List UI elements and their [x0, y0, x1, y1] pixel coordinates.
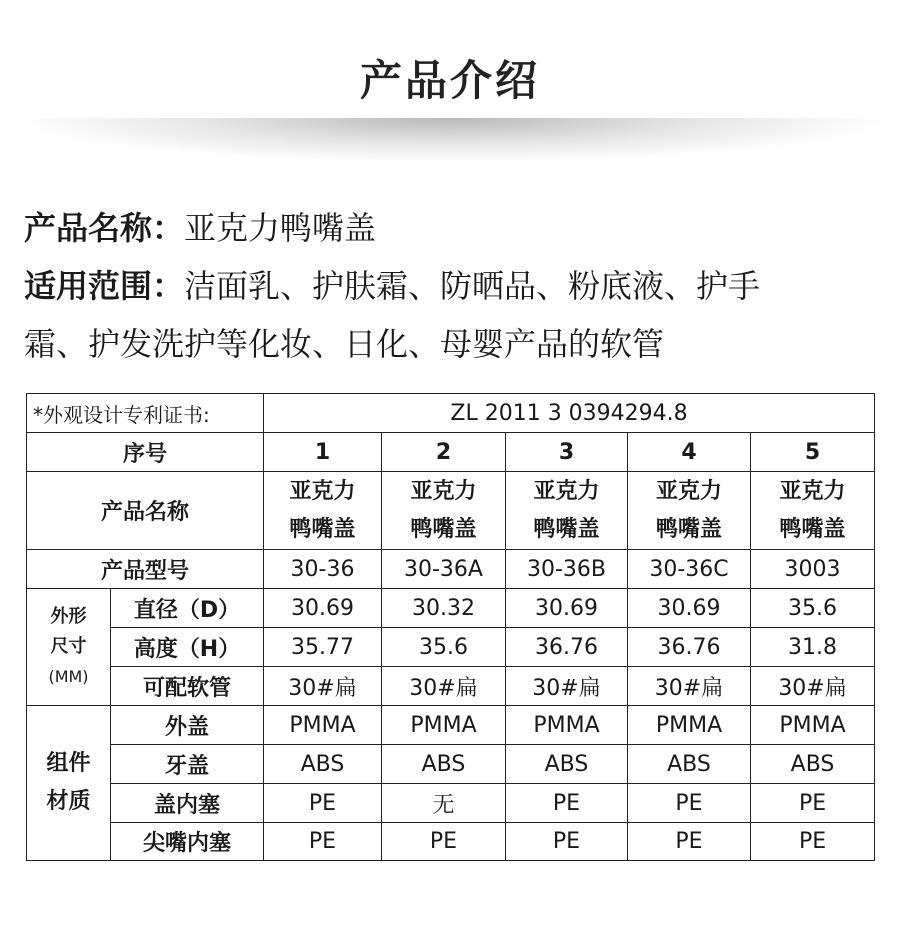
- model-cell: 30-36A: [382, 550, 506, 589]
- inner-plug-cell: PE: [628, 784, 751, 823]
- product-name-part1: 亚克力: [779, 478, 846, 504]
- size-group-text: 尺寸: [50, 636, 87, 657]
- nozzle-plug-cell: PE: [628, 823, 751, 861]
- diameter-label: 直径（D）: [111, 589, 264, 628]
- outer-cap-label: 外盖: [111, 706, 264, 745]
- nozzle-plug-label: 尖嘴内塞: [111, 823, 264, 861]
- diameter-cell: 30.69: [506, 589, 628, 628]
- patent-value: ZL 2011 3 0394294.8: [264, 394, 875, 433]
- serial-cell: 2: [382, 433, 506, 472]
- tube-cell: 30#扁: [382, 667, 506, 706]
- product-name-row: [27, 472, 875, 550]
- thread-cap-cell: ABS: [382, 745, 506, 784]
- product-name-cell: [382, 472, 506, 550]
- material-group-text1: 组件: [46, 751, 91, 776]
- serial-row: [27, 433, 875, 472]
- product-name-cell: [628, 472, 751, 550]
- model-cell: 3003: [751, 550, 875, 589]
- height-cell: 36.76: [506, 628, 628, 667]
- diameter-row: [27, 589, 875, 628]
- height-cell: 35.77: [264, 628, 382, 667]
- inner-plug-cell: 无: [382, 784, 506, 823]
- height-cell: 31.8: [751, 628, 875, 667]
- serial-cell: 3: [506, 433, 628, 472]
- tube-cell: 30#扁: [506, 667, 628, 706]
- outer-cap-cell: PMMA: [506, 706, 628, 745]
- tube-cell: 30#扁: [751, 667, 875, 706]
- inner-plug-cell: PE: [751, 784, 875, 823]
- product-name-label: 产品名称：: [24, 209, 185, 247]
- product-name-cell: [264, 472, 382, 550]
- usage-label: 适用范围：: [24, 267, 185, 305]
- outer-cap-cell: PMMA: [628, 706, 751, 745]
- nozzle-plug-cell: PE: [506, 823, 628, 861]
- unit-text: (MM): [48, 667, 89, 686]
- height-cell: 35.6: [382, 628, 506, 667]
- height-row: [27, 628, 875, 667]
- nozzle-plug-row: [27, 823, 875, 861]
- usage-line: [24, 256, 884, 316]
- title-shadow-divider: [20, 118, 880, 162]
- product-name-part2: 鸭嘴盖: [410, 516, 477, 542]
- product-name-cell: [506, 472, 628, 550]
- serial-cell: 4: [628, 433, 751, 472]
- product-name-part1: 亚克力: [533, 478, 600, 504]
- serial-cell: 1: [264, 433, 382, 472]
- outer-cap-cell: PMMA: [382, 706, 506, 745]
- model-label: 产品型号: [27, 550, 264, 589]
- tube-cell: 30#扁: [628, 667, 751, 706]
- inner-plug-label: 盖内塞: [111, 784, 264, 823]
- product-name-part1: 亚克力: [410, 478, 477, 504]
- page-title: 产品介绍: [359, 56, 540, 105]
- nozzle-plug-cell: PE: [751, 823, 875, 861]
- thread-cap-cell: ABS: [628, 745, 751, 784]
- thread-cap-cell: ABS: [506, 745, 628, 784]
- height-label: 高度（H）: [111, 628, 264, 667]
- diameter-cell: 35.6: [751, 589, 875, 628]
- product-name-part1: 亚克力: [289, 478, 356, 504]
- outer-cap-cell: PMMA: [264, 706, 382, 745]
- serial-label: 序号: [27, 433, 264, 472]
- diameter-cell: 30.69: [628, 589, 751, 628]
- product-name-part2: 鸭嘴盖: [533, 516, 600, 542]
- thread-cap-cell: ABS: [751, 745, 875, 784]
- product-name-line: [24, 198, 884, 258]
- thread-cap-label: 牙盖: [111, 745, 264, 784]
- nozzle-plug-cell: PE: [382, 823, 506, 861]
- diameter-cell: 30.69: [264, 589, 382, 628]
- model-cell: 30-36C: [628, 550, 751, 589]
- material-group-label: [27, 706, 111, 861]
- product-name-header: 产品名称: [27, 472, 264, 550]
- material-group-text2: 材质: [46, 789, 91, 814]
- model-cell: 30-36B: [506, 550, 628, 589]
- model-row: [27, 550, 875, 589]
- usage-value-line1: 洁面乳、护肤霜、防晒品、粉底液、护手: [184, 267, 761, 305]
- inner-plug-row: [27, 784, 875, 823]
- height-cell: 36.76: [628, 628, 751, 667]
- serial-cell: 5: [751, 433, 875, 472]
- inner-plug-cell: PE: [264, 784, 382, 823]
- tube-row: [27, 667, 875, 706]
- product-name-value: 亚克力鸭嘴盖: [184, 209, 377, 247]
- product-name-part1: 亚克力: [655, 478, 722, 504]
- tube-cell: 30#扁: [264, 667, 382, 706]
- product-name-part2: 鸭嘴盖: [289, 516, 356, 542]
- nozzle-plug-cell: PE: [264, 823, 382, 861]
- patent-label: *外观设计专利证书:: [27, 394, 264, 433]
- outer-cap-cell: PMMA: [751, 706, 875, 745]
- diameter-cell: 30.32: [382, 589, 506, 628]
- product-name-cell: [751, 472, 875, 550]
- shape-size-group-label: [27, 589, 111, 706]
- product-name-part2: 鸭嘴盖: [779, 516, 846, 542]
- usage-value-line2: 霜、护发洗护等化妆、日化、母婴产品的软管: [24, 325, 665, 363]
- spec-table: [26, 393, 875, 861]
- patent-row: [27, 394, 875, 433]
- model-cell: 30-36: [264, 550, 382, 589]
- product-name-part2: 鸭嘴盖: [655, 516, 722, 542]
- shape-group-text: 外形: [50, 606, 87, 627]
- thread-cap-row: [27, 745, 875, 784]
- tube-label: 可配软管: [111, 667, 264, 706]
- outer-cap-row: [27, 706, 875, 745]
- thread-cap-cell: ABS: [264, 745, 382, 784]
- inner-plug-cell: PE: [506, 784, 628, 823]
